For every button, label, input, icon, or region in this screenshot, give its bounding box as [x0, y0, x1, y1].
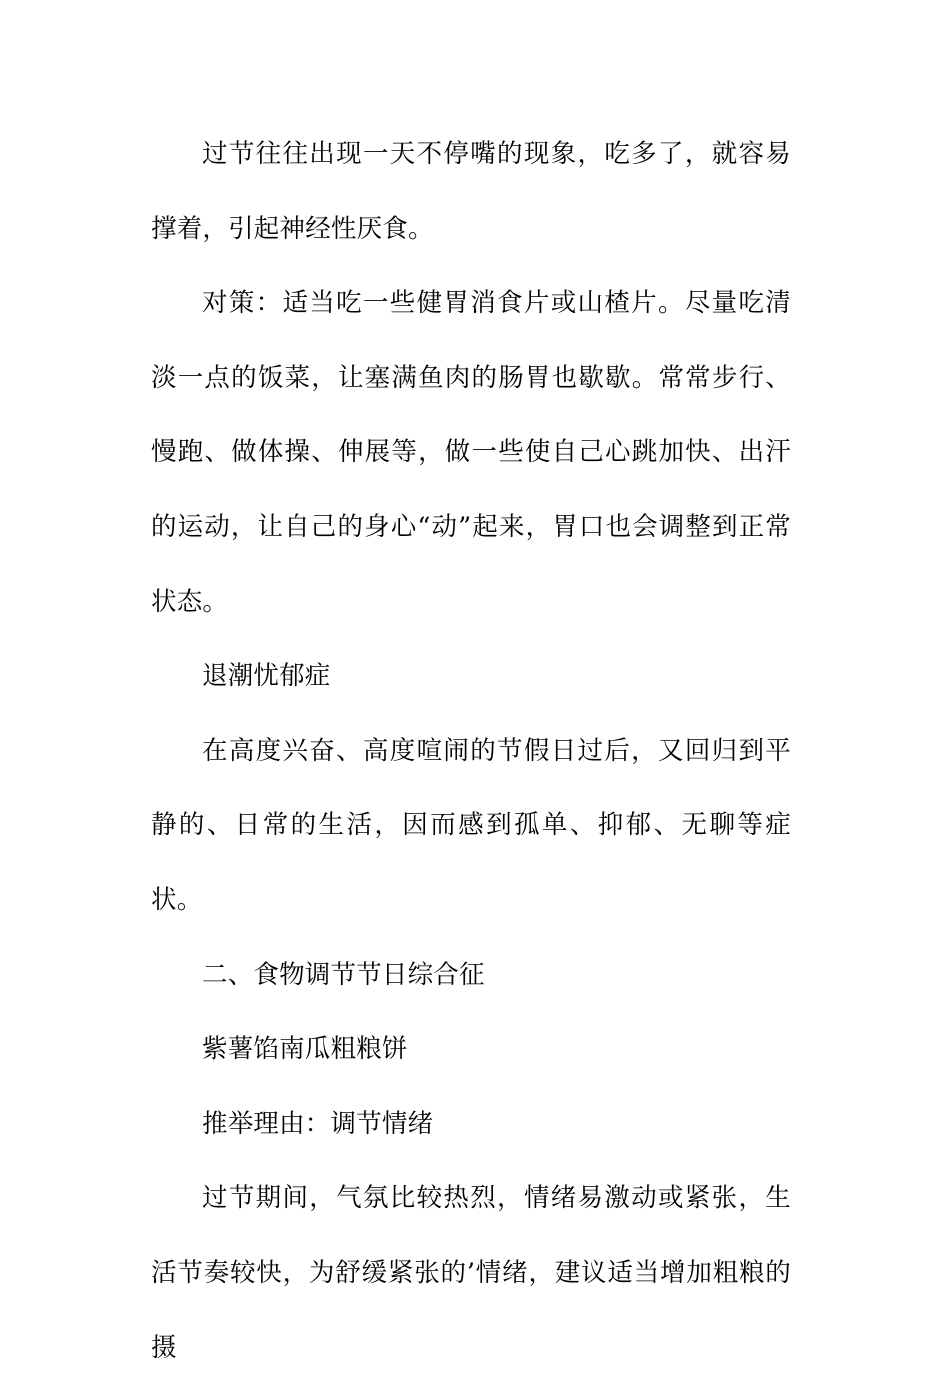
heading-post-holiday-depression: 退潮忧郁症 [202, 661, 331, 692]
paragraph-holiday-mood: 过节期间，气氛比较热烈，情绪易激动或紧张，生活节奏较快，为舒缓紧张的’情绪，建议适当增加粗粮的摄 [151, 1183, 791, 1363]
heading-recipe-name: 紫薯馅南瓜粗粮饼 [202, 1034, 408, 1065]
heading-food-adjustment: 二、食物调节节日综合征 [202, 959, 485, 990]
paragraph-countermeasure: 对策：适当吃一些健胃消食片或山楂片。尽量吃清淡一点的饭菜，让塞满鱼肉的肠胃也歇歇。常常步行、慢跑、做体操、伸展等，做一些使自己心跳加快、出汗的运动，让自己的身心“动”起来，胃口也会调整到正常状态。 [151, 288, 791, 617]
paragraph-overeating: 过节往往出现一天不停嘴的现象，吃多了，就容易撑着，引起神经性厌食。 [151, 139, 791, 244]
paragraph-depression-symptoms: 在高度兴奋、高度喧闹的节假日过后，又回归到平静的、日常的生活，因而感到孤单、抑郁、无聊等症状。 [151, 735, 791, 915]
heading-recommendation-reason: 推举理由：调节情绪 [202, 1108, 434, 1139]
document-body [151, 117, 791, 1385]
